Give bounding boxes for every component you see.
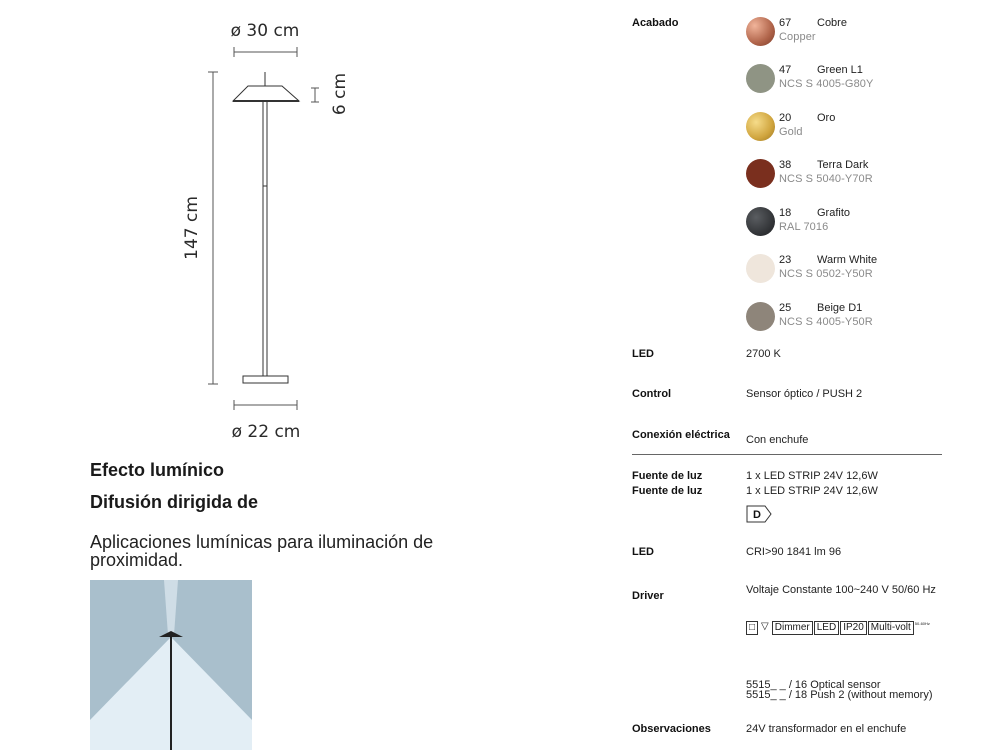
finish-sub: NCS S 4005-Y50R xyxy=(779,316,873,328)
led-value: 2700 K xyxy=(746,348,781,360)
driver-label: Driver xyxy=(632,590,664,602)
green-swatch xyxy=(746,64,775,93)
finish-sub: NCS S 0502-Y50R xyxy=(779,268,873,280)
finish-item-green[interactable] xyxy=(746,64,946,98)
lamp-outline xyxy=(233,72,299,383)
finish-sub: NCS S 4005-G80Y xyxy=(779,78,874,90)
led-label: LED xyxy=(632,348,654,360)
warm-white-swatch xyxy=(746,254,775,283)
finish-name: Warm White xyxy=(817,254,878,266)
driver-badges xyxy=(746,621,930,639)
finish-code: 23 xyxy=(779,254,792,266)
observations-value: 24V transformador en el enchufe xyxy=(746,723,907,735)
finish-label: Acabado xyxy=(632,17,679,29)
lamp-technical-drawing xyxy=(0,0,560,450)
light-source-value: 1 x LED STRIP 24V 12,6W xyxy=(746,470,878,482)
effect-title: Efecto lumínico xyxy=(90,460,225,480)
energy-class-letter: D xyxy=(753,509,761,521)
finish-code: 18 xyxy=(779,207,792,219)
finish-name: Beige D1 xyxy=(817,302,863,314)
finish-sub: Gold xyxy=(779,126,803,138)
frequency-superscript: 50-60Hz xyxy=(914,621,930,626)
total-height-label: 147 cm xyxy=(182,196,202,260)
ip20-badge: IP20 xyxy=(840,621,867,635)
finish-item-cobre[interactable] xyxy=(746,17,946,51)
beige-swatch xyxy=(746,302,775,331)
graphite-swatch xyxy=(746,207,775,236)
connection-value: Con enchufe xyxy=(746,434,809,446)
effect-subtitle: Difusión dirigida de xyxy=(90,492,259,512)
finish-sub: NCS S 5040-Y70R xyxy=(779,173,873,185)
light-source-label: Fuente de luz xyxy=(632,470,703,482)
light-distribution-diagram xyxy=(90,580,252,750)
multivolt-badge: Multi-volt xyxy=(868,621,914,635)
class-ii-icon: □ xyxy=(746,621,758,635)
finish-sub: RAL 7016 xyxy=(779,221,829,233)
connection-label: Conexión eléctrica xyxy=(632,429,730,441)
led-badge: LED xyxy=(814,621,839,635)
finish-item-terra[interactable] xyxy=(746,159,946,193)
control-label: Control xyxy=(632,388,672,400)
terra-swatch xyxy=(746,159,775,188)
finish-code: 47 xyxy=(779,64,792,76)
section-divider xyxy=(632,454,942,455)
finish-item-warm-white[interactable] xyxy=(746,254,946,288)
effect-description: Aplicaciones lumínicas para iluminación de proximidad. xyxy=(90,532,434,570)
finish-code: 20 xyxy=(779,112,792,124)
f-mark-icon: ▽ xyxy=(761,621,769,632)
light-source-label: Fuente de luz xyxy=(632,485,703,497)
shade-height-label: 6 cm xyxy=(330,72,350,116)
led2-value: CRI>90 1841 lm 96 xyxy=(746,546,842,558)
light-source-value: 1 x LED STRIP 24V 12,6W xyxy=(746,485,878,497)
finish-code: 25 xyxy=(779,302,792,314)
dimmer-badge: Dimmer xyxy=(772,621,813,635)
finish-name: Green L1 xyxy=(817,64,863,76)
reference-2: 5515_ _ / 18 Push 2 (without memory) xyxy=(746,689,933,701)
finish-code: 67 xyxy=(779,17,792,29)
observations-label: Observaciones xyxy=(632,723,711,735)
base-diameter-label: ø 22 cm xyxy=(231,422,301,442)
reference-1: 5515_ _ / 16 Optical sensor xyxy=(746,679,881,691)
finish-item-oro[interactable] xyxy=(746,112,946,146)
driver-value: Voltaje Constante 100~240 V 50/60 Hz xyxy=(746,584,936,596)
shade-diameter-label: ø 30 cm xyxy=(230,21,300,41)
finish-name: Terra Dark xyxy=(817,159,869,171)
gold-swatch xyxy=(746,112,775,141)
control-value: Sensor óptico / PUSH 2 xyxy=(746,388,863,400)
finish-name: Oro xyxy=(817,112,836,124)
finish-code: 38 xyxy=(779,159,792,171)
finish-item-grafito[interactable] xyxy=(746,207,946,241)
finish-item-beige[interactable] xyxy=(746,302,946,336)
finish-name: Grafito xyxy=(817,207,851,219)
energy-class-badge xyxy=(746,505,774,523)
copper-swatch xyxy=(746,17,775,46)
finish-sub: Copper xyxy=(779,31,816,43)
finish-name: Cobre xyxy=(817,17,847,29)
led2-label: LED xyxy=(632,546,654,558)
